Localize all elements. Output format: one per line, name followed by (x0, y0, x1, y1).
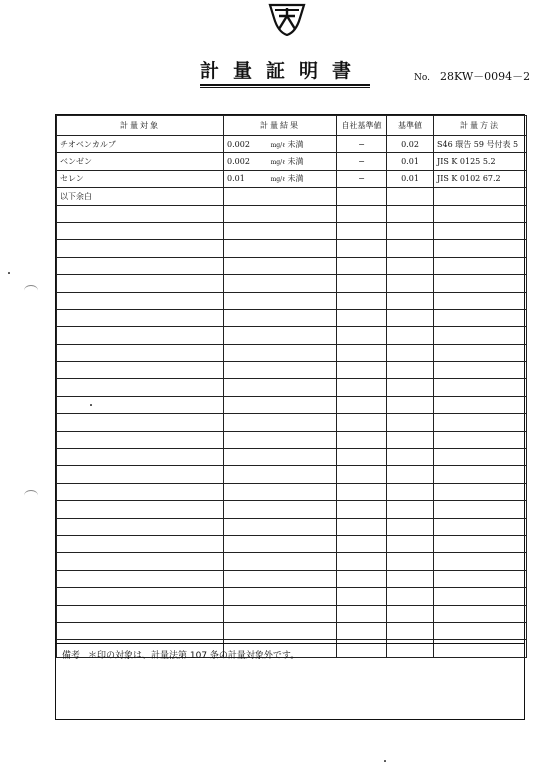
empty-cell (57, 605, 224, 622)
table-row (57, 136, 527, 153)
doc-no-label: No. (414, 73, 430, 83)
cell-target: 以下余白 (57, 188, 224, 205)
empty-cell (337, 622, 387, 639)
cell-target: セレン (57, 170, 224, 187)
cell-method: S46 環告 59 号付表 5 (434, 136, 527, 153)
empty-cell (224, 588, 337, 605)
empty-table-row (57, 257, 527, 274)
col-header-standard: 基準値 (387, 116, 434, 136)
empty-cell (387, 518, 434, 535)
empty-cell (434, 309, 527, 326)
empty-cell (434, 431, 527, 448)
empty-cell (387, 605, 434, 622)
empty-table-row (57, 570, 527, 587)
empty-cell (337, 222, 387, 239)
empty-cell (224, 553, 337, 570)
empty-cell (57, 344, 224, 361)
empty-cell (434, 222, 527, 239)
table-row (57, 153, 527, 170)
empty-cell (434, 414, 527, 431)
table-header-row (57, 116, 527, 136)
empty-table-row (57, 622, 527, 639)
empty-cell (387, 622, 434, 639)
empty-cell (57, 240, 224, 257)
empty-cell (434, 483, 527, 500)
cell-standard: 0.01 (387, 170, 434, 187)
result-unit: mg/ℓ (270, 159, 285, 167)
empty-cell (337, 309, 387, 326)
empty-cell (387, 379, 434, 396)
empty-cell (387, 292, 434, 309)
empty-cell (224, 466, 337, 483)
empty-table-row (57, 588, 527, 605)
empty-cell (224, 449, 337, 466)
empty-table-row (57, 327, 527, 344)
empty-cell (387, 553, 434, 570)
empty-cell (57, 588, 224, 605)
empty-cell (337, 605, 387, 622)
empty-cell (434, 535, 527, 552)
empty-cell (434, 362, 527, 379)
table-row (57, 188, 527, 205)
empty-cell (57, 518, 224, 535)
empty-cell (434, 449, 527, 466)
empty-table-row (57, 483, 527, 500)
empty-cell (387, 257, 434, 274)
empty-cell (224, 396, 337, 413)
cell-method: JIS K 0102 67.2 (434, 170, 527, 187)
empty-table-row (57, 205, 527, 222)
empty-cell (57, 222, 224, 239)
empty-cell (387, 414, 434, 431)
empty-cell (434, 588, 527, 605)
empty-cell (434, 292, 527, 309)
empty-cell (337, 588, 387, 605)
empty-cell (434, 275, 527, 292)
empty-cell (387, 362, 434, 379)
empty-cell (224, 622, 337, 639)
empty-cell (387, 483, 434, 500)
empty-cell (387, 396, 434, 413)
empty-cell (337, 449, 387, 466)
document-number (414, 68, 530, 84)
result-qualifier: 未満 (287, 157, 304, 167)
empty-cell (57, 414, 224, 431)
cell-internal-standard: − (337, 170, 387, 187)
result-unit: mg/ℓ (270, 176, 285, 184)
empty-cell (224, 518, 337, 535)
empty-cell (57, 535, 224, 552)
remarks-text: ＊印の対象は、計量法第 107 条の計量対象外です。 (88, 651, 300, 661)
empty-cell (57, 501, 224, 518)
empty-cell (57, 431, 224, 448)
cell-result (224, 136, 337, 153)
empty-cell (434, 466, 527, 483)
empty-cell (224, 483, 337, 500)
empty-cell (224, 344, 337, 361)
empty-cell (434, 396, 527, 413)
empty-cell (224, 362, 337, 379)
empty-cell (387, 205, 434, 222)
empty-cell (224, 275, 337, 292)
measurement-table (56, 115, 527, 658)
empty-cell (387, 570, 434, 587)
empty-cell (224, 570, 337, 587)
empty-cell (337, 431, 387, 448)
empty-cell (337, 292, 387, 309)
empty-table-row (57, 379, 527, 396)
empty-cell (224, 379, 337, 396)
empty-cell (387, 431, 434, 448)
empty-cell (387, 309, 434, 326)
col-header-result: 計量結果 (224, 116, 337, 136)
remarks-label: 備考 (62, 651, 81, 661)
empty-cell (224, 535, 337, 552)
empty-cell (57, 379, 224, 396)
measurement-table-frame (55, 114, 525, 720)
empty-cell (434, 518, 527, 535)
col-header-target: 計量対象 (57, 116, 224, 136)
cell-internal-standard (337, 188, 387, 205)
empty-cell (57, 205, 224, 222)
empty-table-row (57, 292, 527, 309)
empty-cell (337, 570, 387, 587)
empty-cell (57, 257, 224, 274)
empty-cell (57, 275, 224, 292)
empty-table-row (57, 362, 527, 379)
empty-cell (224, 222, 337, 239)
empty-cell (224, 240, 337, 257)
table-body (57, 136, 527, 658)
empty-cell (57, 292, 224, 309)
empty-cell (434, 327, 527, 344)
empty-cell (387, 501, 434, 518)
result-unit: mg/ℓ (270, 141, 285, 149)
doc-no-value: 28KW－0094－2 (440, 70, 531, 83)
empty-cell (224, 501, 337, 518)
empty-cell (434, 570, 527, 587)
empty-cell (434, 379, 527, 396)
cell-standard (387, 188, 434, 205)
empty-cell (387, 449, 434, 466)
empty-cell (387, 240, 434, 257)
empty-cell (57, 466, 224, 483)
speck (384, 760, 386, 762)
empty-cell (434, 622, 527, 639)
empty-cell (434, 344, 527, 361)
empty-cell (337, 379, 387, 396)
empty-cell (337, 205, 387, 222)
empty-table-row (57, 222, 527, 239)
page-title: 計量証明書 (200, 60, 370, 86)
result-qualifier: 未満 (287, 139, 304, 149)
cell-internal-standard: − (337, 153, 387, 170)
empty-cell (337, 483, 387, 500)
empty-cell (337, 518, 387, 535)
empty-table-row (57, 553, 527, 570)
empty-cell (337, 257, 387, 274)
empty-cell (387, 344, 434, 361)
cell-result (224, 170, 337, 187)
empty-cell (387, 327, 434, 344)
empty-cell (57, 309, 224, 326)
empty-cell (387, 275, 434, 292)
empty-cell (337, 553, 387, 570)
empty-cell (57, 483, 224, 500)
empty-cell (434, 205, 527, 222)
cell-internal-standard: − (337, 136, 387, 153)
result-value: 0.002 (227, 157, 250, 167)
empty-cell (387, 466, 434, 483)
table-row (57, 170, 527, 187)
empty-cell (337, 414, 387, 431)
empty-cell (224, 309, 337, 326)
remarks-box (56, 643, 524, 719)
empty-cell (387, 588, 434, 605)
title-underline (200, 87, 370, 88)
empty-table-row (57, 605, 527, 622)
empty-table-row (57, 275, 527, 292)
empty-cell (224, 205, 337, 222)
speck (8, 272, 10, 274)
empty-cell (224, 327, 337, 344)
cell-target: チオベンカルブ (57, 136, 224, 153)
empty-cell (57, 362, 224, 379)
empty-cell (434, 553, 527, 570)
empty-cell (57, 622, 224, 639)
empty-table-row (57, 535, 527, 552)
cell-result (224, 153, 337, 170)
punch-hole-mark (24, 490, 38, 501)
empty-cell (434, 240, 527, 257)
empty-cell (434, 605, 527, 622)
empty-table-row (57, 344, 527, 361)
empty-cell (57, 553, 224, 570)
empty-cell (337, 466, 387, 483)
empty-table-row (57, 240, 527, 257)
result-value: 0.002 (227, 139, 250, 149)
empty-cell (337, 396, 387, 413)
empty-cell (224, 257, 337, 274)
empty-cell (337, 535, 387, 552)
empty-cell (224, 414, 337, 431)
empty-table-row (57, 501, 527, 518)
empty-cell (337, 240, 387, 257)
cell-method: JIS K 0125 5.2 (434, 153, 527, 170)
empty-table-row (57, 414, 527, 431)
result-qualifier: 未満 (287, 174, 304, 184)
empty-cell (434, 501, 527, 518)
empty-cell (337, 344, 387, 361)
empty-table-row (57, 466, 527, 483)
empty-cell (224, 292, 337, 309)
empty-cell (337, 501, 387, 518)
empty-cell (57, 570, 224, 587)
empty-cell (434, 257, 527, 274)
cell-result (224, 188, 337, 205)
cell-standard: 0.01 (387, 153, 434, 170)
col-header-method: 計量方法 (434, 116, 527, 136)
cell-target: ベンゼン (57, 153, 224, 170)
cell-standard: 0.02 (387, 136, 434, 153)
empty-cell (224, 431, 337, 448)
empty-cell (224, 605, 337, 622)
result-value: 0.01 (227, 174, 245, 184)
empty-table-row (57, 396, 527, 413)
empty-cell (337, 362, 387, 379)
empty-cell (57, 396, 224, 413)
cell-method (434, 188, 527, 205)
empty-cell (57, 327, 224, 344)
empty-table-row (57, 518, 527, 535)
empty-cell (387, 222, 434, 239)
punch-hole-mark (24, 285, 38, 296)
empty-table-row (57, 309, 527, 326)
col-header-internal-standard: 自社基準値 (337, 116, 387, 136)
empty-cell (337, 275, 387, 292)
empty-cell (387, 535, 434, 552)
empty-cell (57, 449, 224, 466)
empty-table-row (57, 449, 527, 466)
empty-cell (337, 327, 387, 344)
empty-table-row (57, 431, 527, 448)
company-logo (266, 2, 308, 36)
